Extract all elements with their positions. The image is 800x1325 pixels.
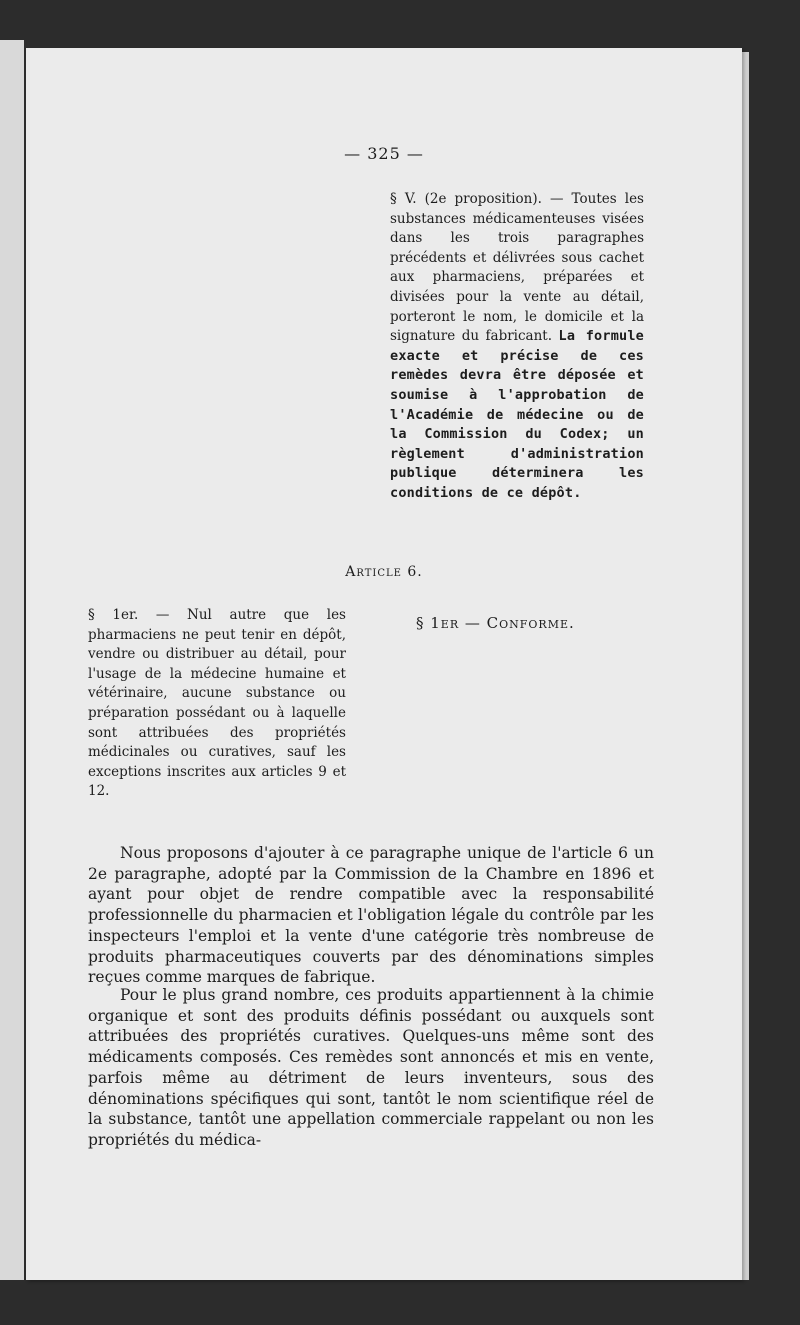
proposition-bold-text: La formule exacte et précise de ces remèdes devra être déposée et soumise à l'approbation de l'Académie de médecine ou de la Commission du Codex; un règlement d'administration publique déterminera les conditions de ce dépôt. bbox=[390, 328, 644, 501]
law-text-column: § 1er. — Nul autre que les pharmaciens ne peut tenir en dépôt, vendre ou distribuer au détail, pour l'usage de la médecine humaine et vétérinaire, aucune substance ou préparation possédant ou à laquelle sont attribuées des propriétés médicinales ou curatives, sauf les exceptions inscrites aux articles 9 et 12. bbox=[88, 607, 346, 800]
previous-page-edge bbox=[0, 40, 24, 1280]
body-paragraph-1: Nous proposons d'ajouter à ce paragraphe unique de l'article 6 un 2e paragraphe, adopté par la Commission de la Chambre en 1896 et ayant pour objet de rendre compatible avec la responsabilité professionnelle du pharmacien et l'obligation légale du contrôle par les inspecteurs l'emploi et la vente d'une catégorie très nombreuse de produits pharmaceutiques couverts par des dénominations simples reçues comme marques de fabrique. bbox=[88, 844, 654, 987]
conforme-label: § 1er — Conforme. bbox=[416, 614, 575, 632]
proposition-column bbox=[390, 190, 644, 504]
article-title: Article 6. bbox=[345, 564, 423, 580]
body-paragraph-2: Pour le plus grand nombre, ces produits appartiennent à la chimie organique et sont des produits définis possédant ou auxquels sont attribuées des propriétés curatives. Quelques-uns même sont des médicaments composés. Ces remèdes sont annoncés et mis en vente, parfois même au détriment de leurs inventeurs, sous des dénominations spécifiques qui sont, tantôt le nom scientifique réel de la substance, tantôt une appellation commerciale rappelant ou non les propriétés du médica- bbox=[88, 986, 654, 1149]
proposition-text: § V. (2e proposition). — Toutes les substances médicamenteuses visées dans les trois paragraphes précédents et délivrées sous cachet aux pharmaciens, préparées et divisées pour la vente au détail, porteront le nom, le domicile et la signature du fabricant. bbox=[390, 191, 644, 345]
page-number: — 325 — bbox=[344, 144, 424, 163]
book-page bbox=[26, 48, 742, 1280]
page-stack-edge bbox=[742, 52, 749, 1280]
